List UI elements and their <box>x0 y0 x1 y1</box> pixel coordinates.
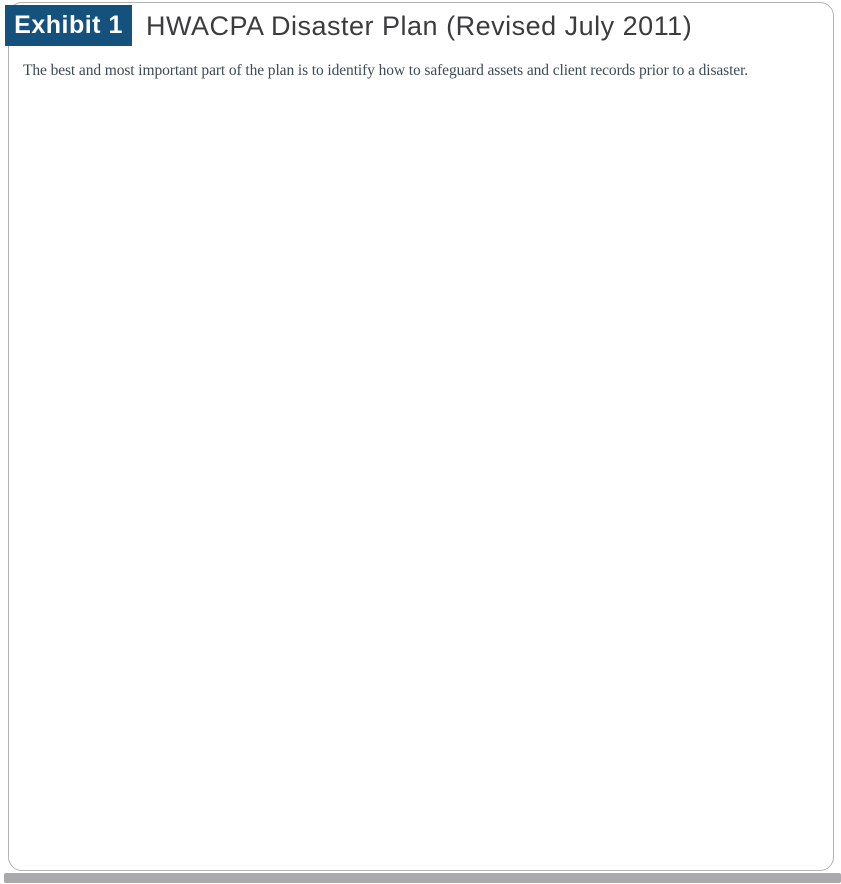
document-title: HWACPA Disaster Plan (Revised July 2011) <box>146 11 693 41</box>
intro-text: The best and most important part of the plan is to identify how to safeguard assets and client records prior to a disaster. <box>23 62 749 79</box>
exhibit-label: Exhibit 1 <box>14 11 123 39</box>
bottom-shadow-bar <box>4 873 841 883</box>
left-column <box>22 95 422 867</box>
exhibit-badge <box>5 5 132 46</box>
content-columns <box>22 95 832 867</box>
right-column <box>432 95 832 867</box>
